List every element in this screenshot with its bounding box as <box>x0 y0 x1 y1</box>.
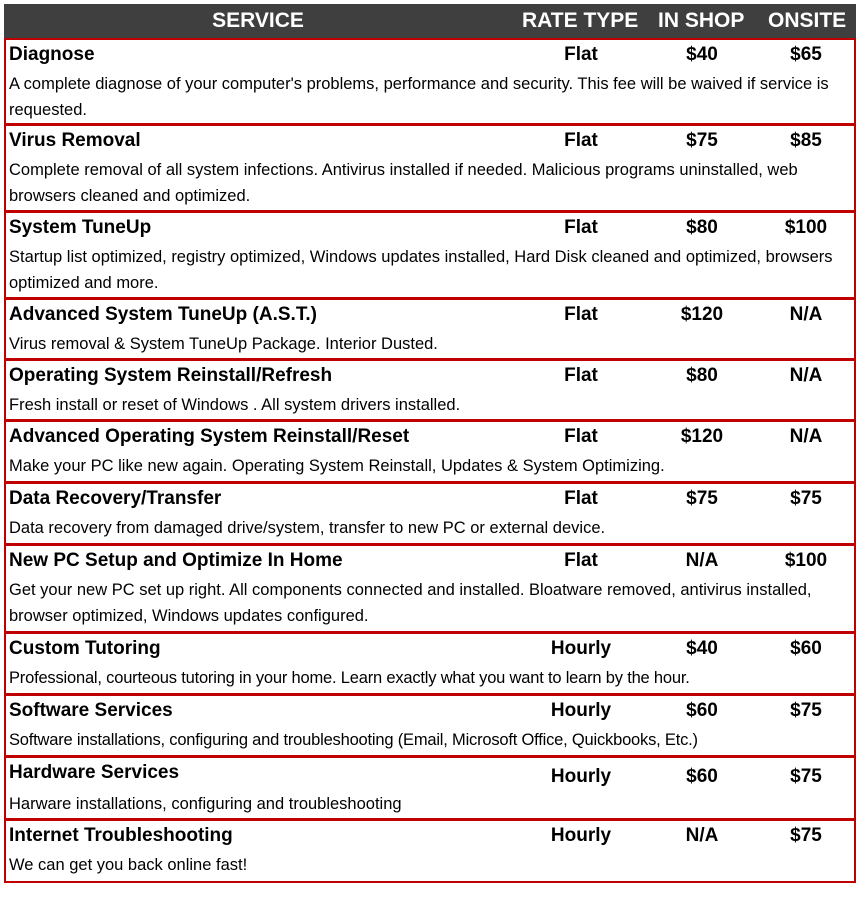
service-row <box>4 695 856 757</box>
service-name: Custom Tutoring <box>9 638 161 659</box>
service-name: System TuneUp <box>9 217 152 238</box>
header-service: SERVICE <box>212 9 304 32</box>
service-row <box>4 125 856 212</box>
rate-type: Flat <box>564 44 598 65</box>
rate-type: Hourly <box>550 825 612 846</box>
service-name: Hardware Services <box>9 762 180 783</box>
service-description: Complete removal of all system infections. Antivirus installed if needed. Malicious programs uninstalled, web browsers cleaned and optimized. <box>9 161 798 205</box>
rate-type: Flat <box>564 304 598 325</box>
service-description: Harware installations, configuring and troubleshooting <box>9 795 402 813</box>
service-name: Virus Removal <box>9 130 141 151</box>
onsite-price: $60 <box>790 638 822 659</box>
in-shop-price: $40 <box>686 638 718 659</box>
service-description: Fresh install or reset of Windows . All system drivers installed. <box>9 396 461 414</box>
in-shop-price: N/A <box>685 825 719 846</box>
in-shop-price: $60 <box>686 766 718 787</box>
service-name: Diagnose <box>9 44 95 65</box>
onsite-price: $75 <box>790 488 822 509</box>
service-name: Operating System Reinstall/Refresh <box>9 365 333 386</box>
rate-type: Flat <box>564 217 598 238</box>
service-description: Virus removal & System TuneUp Package. Interior Dusted. <box>9 335 438 353</box>
onsite-price: $85 <box>790 130 822 151</box>
service-name: Advanced Operating System Reinstall/Reset <box>9 426 410 447</box>
in-shop-price: $60 <box>686 700 718 721</box>
service-description: Professional, courteous tutoring in your home. Learn exactly what you want to learn by the hour. <box>9 669 690 687</box>
service-row <box>4 483 856 545</box>
service-row <box>4 633 856 695</box>
onsite-price: $75 <box>790 825 822 846</box>
rate-type: Flat <box>564 488 598 509</box>
rate-type: Hourly <box>550 766 612 787</box>
service-row <box>4 757 856 820</box>
onsite-price: $100 <box>784 217 828 238</box>
service-name: Advanced System TuneUp (A.S.T.) <box>9 304 317 325</box>
service-description: We can get you back online fast! <box>9 856 248 874</box>
table-header <box>4 4 856 38</box>
rate-type: Flat <box>564 426 598 447</box>
service-row <box>4 545 856 633</box>
service-price-table <box>4 4 856 883</box>
in-shop-price: $40 <box>686 44 718 65</box>
onsite-price: $65 <box>790 44 822 65</box>
service-description: Startup list optimized, registry optimized, Windows updates installed, Hard Disk cleaned and optimized, browsers optimized and more. <box>9 248 833 292</box>
service-row <box>4 820 856 883</box>
onsite-price: N/A <box>789 304 823 325</box>
service-name: Internet Troubleshooting <box>9 825 233 846</box>
onsite-price: N/A <box>789 426 823 447</box>
rate-type: Flat <box>564 550 598 571</box>
service-row <box>4 38 856 125</box>
header-rate-type: RATE TYPE <box>522 9 639 32</box>
service-description: Software installations, configuring and troubleshooting (Email, Microsoft Office, Quickbooks, Etc.) <box>9 731 698 749</box>
service-row <box>4 360 856 421</box>
service-name: Software Services <box>9 700 173 721</box>
service-name: Data Recovery/Transfer <box>9 488 222 509</box>
service-description: Data recovery from damaged drive/system, transfer to new PC or external device. <box>9 519 606 537</box>
service-description: A complete diagnose of your computer's problems, performance and security. This fee will be waived if service is requested. <box>9 75 829 119</box>
rate-type: Flat <box>564 365 598 386</box>
in-shop-price: $120 <box>680 304 724 325</box>
service-description: Get your new PC set up right. All components connected and installed. Bloatware removed, antivirus installed, browser optimized, Windows updates configured. <box>9 581 812 625</box>
in-shop-price: $75 <box>686 488 718 509</box>
onsite-price: $75 <box>790 766 822 787</box>
header-onsite: ONSITE <box>768 9 847 32</box>
service-row <box>4 299 856 360</box>
in-shop-price: $80 <box>686 217 718 238</box>
in-shop-price: $80 <box>686 365 718 386</box>
rate-type: Flat <box>564 130 598 151</box>
onsite-price: N/A <box>789 365 823 386</box>
service-name: New PC Setup and Optimize In Home <box>9 550 343 571</box>
in-shop-price: N/A <box>685 550 719 571</box>
onsite-price: $100 <box>784 550 828 571</box>
service-row <box>4 421 856 483</box>
in-shop-price: $75 <box>686 130 718 151</box>
header-in-shop: IN SHOP <box>658 9 745 32</box>
service-description: Make your PC like new again. Operating System Reinstall, Updates & System Optimizing. <box>9 457 665 475</box>
onsite-price: $75 <box>790 700 822 721</box>
service-row <box>4 212 856 299</box>
in-shop-price: $120 <box>680 426 724 447</box>
rate-type: Hourly <box>550 638 612 659</box>
rate-type: Hourly <box>550 700 612 721</box>
